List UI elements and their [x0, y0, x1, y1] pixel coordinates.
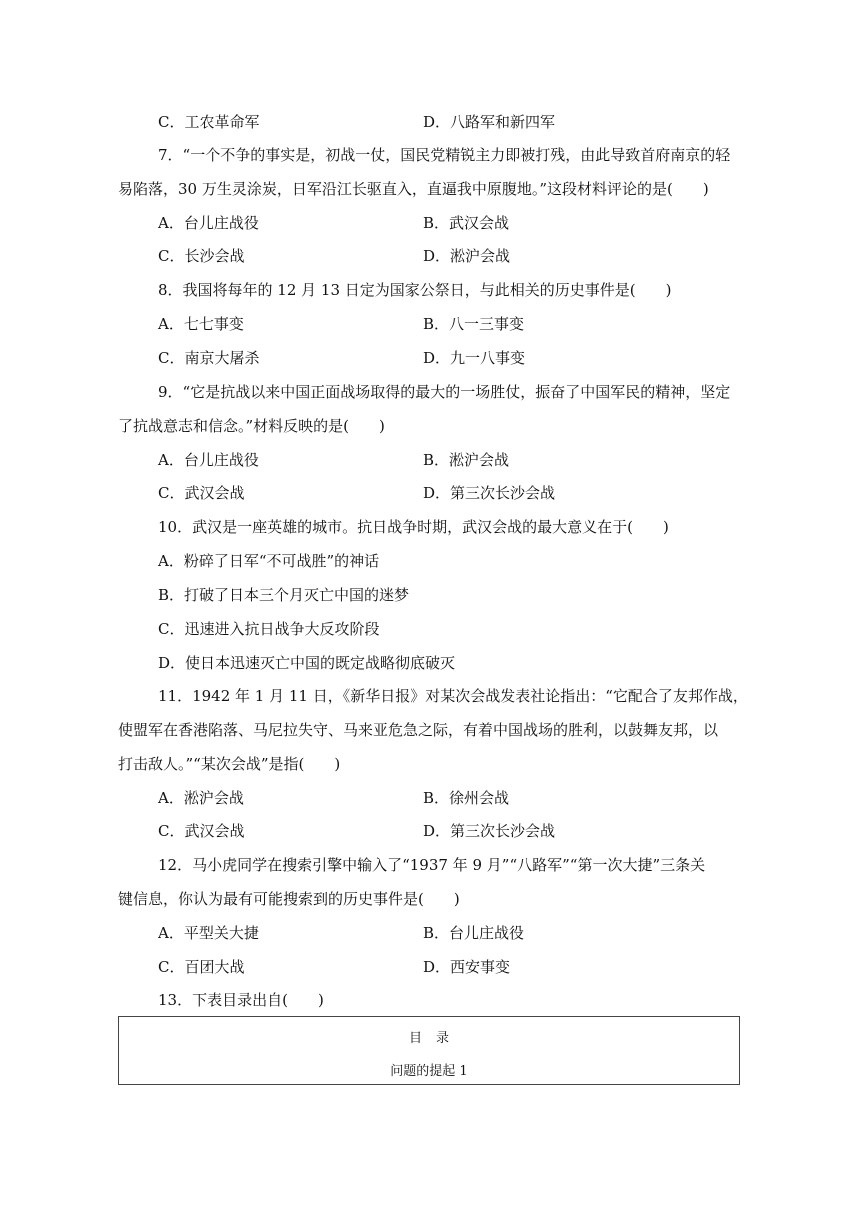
toc-title: 目录 [408, 1031, 463, 1046]
q12-stem-line2: 键信息，你认为最有可能搜索到的历史事件是( ) [118, 890, 460, 908]
table-of-contents-box [118, 1016, 740, 1085]
q9-option-b: B．淞沪会战 [423, 451, 510, 469]
q12-option-d: D．西安事变 [423, 958, 511, 976]
q11-option-a: A．淞沪会战 [158, 789, 244, 807]
q11-option-b: B．徐州会战 [423, 789, 510, 807]
q8-stem-line1: 8．我国将每年的 12 月 13 日定为国家公祭日，与此相关的历史事件是( ) [158, 281, 672, 299]
q6-option-c: C．工农革命军 [158, 113, 260, 131]
q7-option-c: C．长沙会战 [158, 247, 245, 265]
q7-option-d: D．淞沪会战 [423, 247, 511, 265]
q9-option-d: D．第三次长沙会战 [423, 484, 556, 502]
q12-option-a: A．平型关大捷 [158, 924, 259, 942]
q13-stem-line1: 13．下表目录出自( ) [158, 991, 324, 1009]
q10-option-d: D．使日本迅速灭亡中国的既定战略彻底破灭 [158, 654, 456, 672]
q7-option-a: A．台儿庄战役 [158, 214, 259, 232]
toc-item: 问题的提起 1 [390, 1064, 468, 1079]
q12-option-c: C．百团大战 [158, 958, 245, 976]
q10-stem-line1: 10．武汉是一座英雄的城市。抗日战争时期，武汉会战的最大意义在于( ) [158, 518, 669, 536]
q7-stem-line2: 易陷落，30 万生灵涂炭，日军沿江长驱直入，直逼我中原腹地。”这段材料评论的是( ) [118, 180, 709, 198]
q8-option-a: A．七七事变 [158, 315, 244, 333]
q11-option-c: C．武汉会战 [158, 822, 245, 840]
q12-stem-line1: 12．马小虎同学在搜索引擎中输入了“1937 年 9 月”“八路军”“第一次大捷”三条关 [158, 856, 706, 874]
q11-stem-line3: 打击敌人。”“某次会战”是指( ) [118, 755, 341, 773]
q9-stem-line2: 了抗战意志和信念。”材料反映的是( ) [118, 417, 385, 435]
q9-stem-line1: 9．“它是抗战以来中国正面战场取得的最大的一场胜仗，振奋了中国军民的精神，坚定 [158, 383, 731, 401]
q8-option-b: B．八一三事变 [423, 315, 525, 333]
q11-option-d: D．第三次长沙会战 [423, 822, 556, 840]
q9-option-a: A．台儿庄战役 [158, 451, 259, 469]
q10-option-c: C．迅速进入抗日战争大反攻阶段 [158, 620, 380, 638]
q11-stem-line2: 使盟军在香港陷落、马尼拉失守、马来亚危急之际，有着中国战场的胜利，以鼓舞友邦，以 [118, 721, 719, 739]
q8-option-d: D．九一八事变 [423, 349, 526, 367]
q7-stem-line1: 7．“一个不争的事实是，初战一仗，国民党精锐主力即被打残，由此导致首府南京的轻 [158, 146, 731, 164]
q8-option-c: C．南京大屠杀 [158, 349, 260, 367]
q6-option-d: D．八路军和新四军 [423, 113, 556, 131]
q7-option-b: B．武汉会战 [423, 214, 510, 232]
q10-option-a: A．粉碎了日军“不可战胜”的神话 [158, 552, 380, 570]
q11-stem-line1: 11．1942 年 1 月 11 日，《新华日报》对某次会战发表社论指出：“它配合了友邦作战， [158, 687, 748, 705]
q9-option-c: C．武汉会战 [158, 484, 245, 502]
q12-option-b: B．台儿庄战役 [423, 924, 525, 942]
q10-option-b: B．打破了日本三个月灭亡中国的迷梦 [158, 586, 410, 604]
